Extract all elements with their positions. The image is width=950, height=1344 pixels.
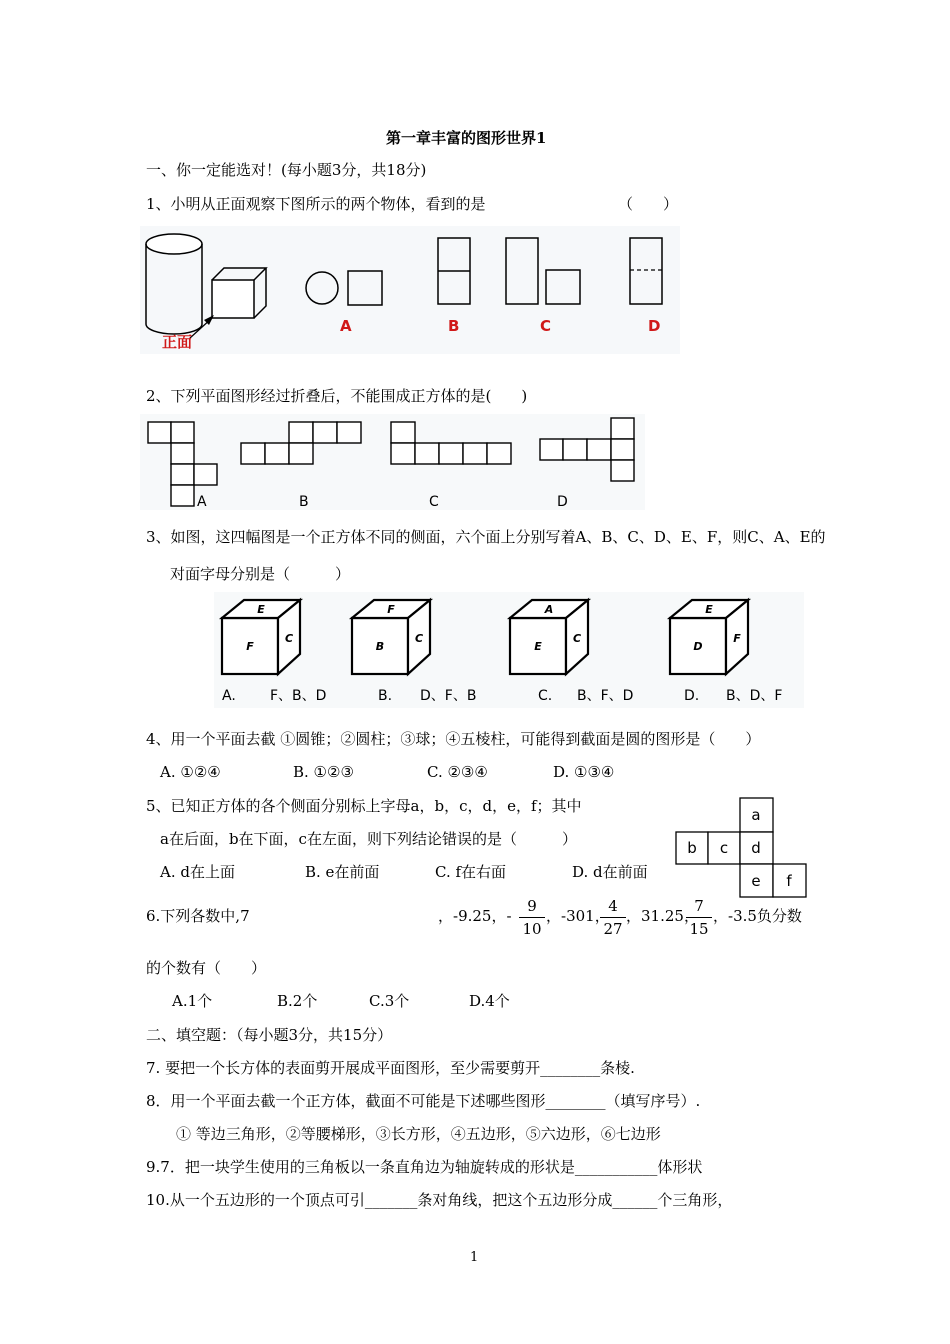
q2-option-d: D <box>557 494 568 510</box>
cube-1-side-face: C <box>284 632 294 645</box>
q6-suffix: ，-3.5负分数 <box>713 907 802 925</box>
q7-text: 7. 要把一个长方体的表面剪开展成平面图形，至少需要剪开________条棱. <box>146 1059 635 1077</box>
net-face-d: d <box>751 839 761 857</box>
q3-option-d-answer: B、D、F <box>726 688 783 704</box>
page-number: 1 <box>470 1250 479 1265</box>
cube-3-front-face: E <box>534 640 542 653</box>
q6-mid1: ，-301， <box>546 907 610 925</box>
q2-option-c: C <box>429 494 439 510</box>
fraction-9-10: 9 10 <box>519 897 545 938</box>
q5-option-b: B. e在前面 <box>305 863 380 881</box>
q6-mid2: ，31.25， <box>626 907 699 925</box>
q10-text: 10.从一个五边形的一个顶点可引_______条对角线，把这个五边形分成______个三角形， <box>146 1191 733 1209</box>
q1-option-c: C <box>540 317 552 335</box>
q4-option-a: A. ①②④ <box>160 763 221 781</box>
q2-option-b: B <box>299 494 309 510</box>
fraction-7-15: 7 15 <box>686 897 712 938</box>
q3-text-line1: 3、如图，这四幅图是一个正方体不同的侧面，六个面上分别写着A、B、C、D、E、F，则C、A、E的 <box>146 528 826 546</box>
cube-4-front-face: D <box>693 640 703 653</box>
q1-text: 1、小明从正面观察下图所示的两个物体，看到的是 <box>146 195 486 213</box>
q4-option-b: B. ①②③ <box>293 763 354 781</box>
q6-line2: 的个数有（ ） <box>146 959 267 977</box>
section2-heading: 二、填空题：（每小题3分，共15分） <box>146 1026 393 1044</box>
q1-option-a: A <box>340 317 352 335</box>
q6-option-d: D.4个 <box>469 992 510 1010</box>
page-title: 第一章丰富的图形世界1 <box>386 129 547 147</box>
net-face-a: a <box>751 806 761 824</box>
cube-4-top-face: E <box>705 603 713 616</box>
fraction-4-27: 4 27 <box>600 897 626 938</box>
q3-option-a-answer: F、B、D <box>270 688 327 704</box>
section1-heading: 一、你一定能选对！(每小题3分，共18分) <box>146 161 427 179</box>
net-face-c: c <box>719 839 729 857</box>
q2-text: 2、下列平面图形经过折叠后，不能围成正方体的是( ) <box>146 387 528 405</box>
q5-option-d: D. d在前面 <box>572 863 648 881</box>
q5-text-line2: a在后面，b在下面，c在左面，则下列结论错误的是（ ） <box>160 830 577 848</box>
q6-option-b: B.2个 <box>277 992 318 1010</box>
q2-option-a: A <box>197 494 207 510</box>
net-face-e: e <box>751 872 761 890</box>
q1-option-d: D <box>648 317 661 335</box>
cube-2-front-face: B <box>375 640 385 653</box>
cube-3-side-face: C <box>572 632 582 645</box>
cube-2-top-face: F <box>387 603 395 616</box>
q5-text-line1: 5、已知正方体的各个侧面分别标上字母a，b，c，d，e，f；其中 <box>146 797 582 815</box>
q9-text: 9.7．把一块学生使用的三角板以一条直角边为轴旋转成的形状是___________体形状 <box>146 1158 703 1176</box>
q1-bracket: （ ） <box>618 195 679 213</box>
q1-option-b: B <box>448 317 460 335</box>
cube-1-front-face: F <box>246 640 254 653</box>
q1-figure <box>140 226 680 354</box>
q5-net-figure <box>674 796 812 900</box>
q3-text-line2: 对面字母分别是（ ） <box>170 565 351 583</box>
q6-neg1: ，-9.25，- <box>438 907 512 925</box>
q3-option-b-letter: B. <box>378 688 393 704</box>
q8-text: 8．用一个平面去截一个正方体，截面不可能是下述哪些图形________（填写序号）. <box>146 1092 701 1110</box>
q3-option-a-letter: A. <box>222 688 236 704</box>
q3-option-b-answer: D、F、B <box>420 688 477 704</box>
front-label: 正面 <box>162 333 193 351</box>
q8-choices: ① 等边三角形，②等腰梯形，③长方形，④五边形，⑤六边形，⑥七边形 <box>176 1125 661 1143</box>
q4-option-d: D. ①③④ <box>553 763 615 781</box>
q3-option-c-answer: B、F、D <box>577 688 634 704</box>
cube-2-side-face: C <box>414 632 424 645</box>
q4-option-c: C. ②③④ <box>427 763 488 781</box>
cube-1-top-face: E <box>257 603 265 616</box>
cube-4-side-face: F <box>733 632 741 645</box>
q6-prefix: 6.下列各数中,7 <box>146 907 250 925</box>
q3-option-d-letter: D. <box>684 688 700 704</box>
cube-3-top-face: A <box>544 603 554 616</box>
q3-option-c-letter: C. <box>538 688 553 704</box>
q5-option-a: A. d在上面 <box>160 863 235 881</box>
q2-figure <box>140 414 645 510</box>
net-face-b: b <box>687 839 697 857</box>
q6-option-c: C.3个 <box>369 992 410 1010</box>
q6-option-a: A.1个 <box>172 992 213 1010</box>
net-face-f: f <box>786 872 792 890</box>
q4-text: 4、用一个平面去截 ①圆锥；②圆柱；③球；④五棱柱，可能得到截面是圆的图形是（ ） <box>146 730 761 748</box>
q5-option-c: C. f在右面 <box>435 863 507 881</box>
